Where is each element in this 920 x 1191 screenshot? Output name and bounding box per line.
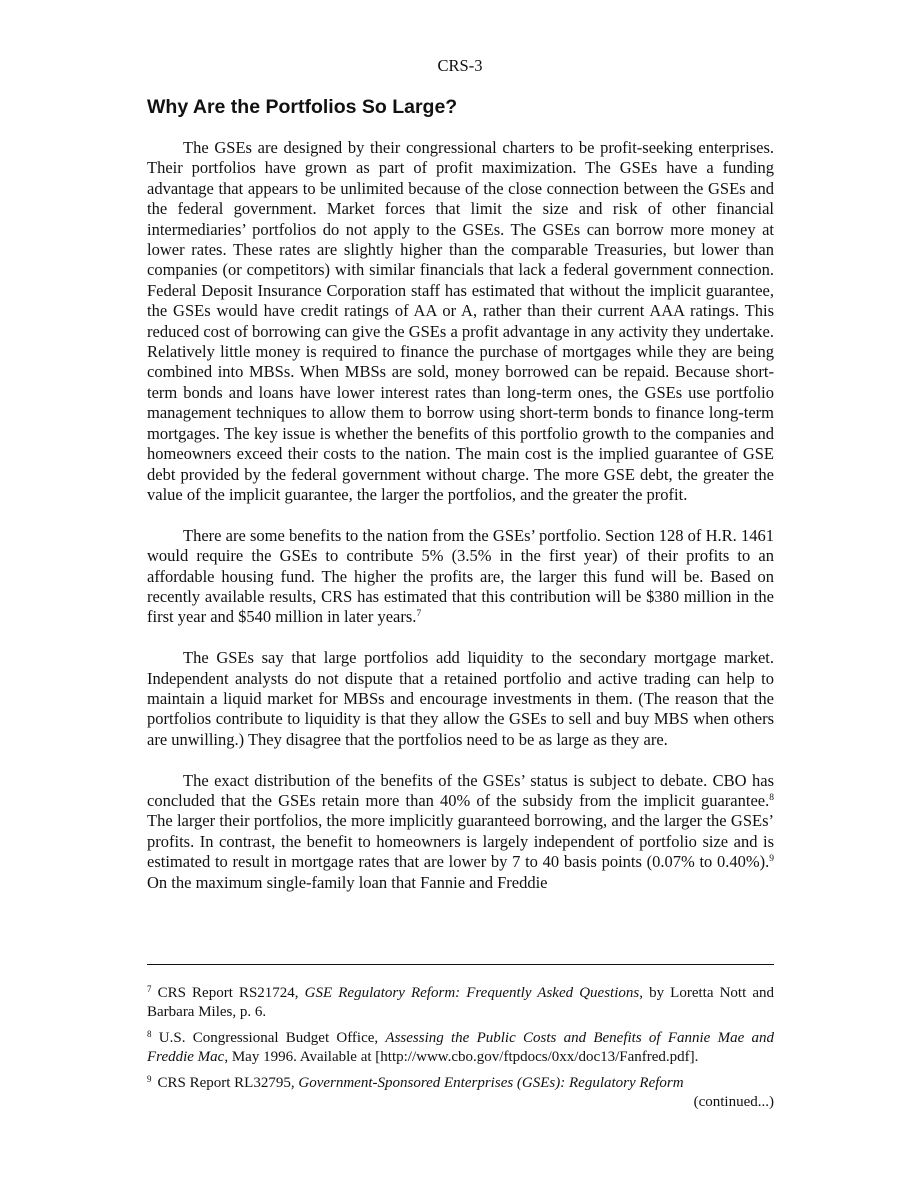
footnote-text: U.S. Congressional Budget Office,	[158, 1030, 386, 1046]
footnote-title: Government-Sponsored Enterprises (GSEs): Regulatory Reform	[298, 1075, 684, 1091]
footnote-7	[147, 984, 774, 1021]
footnote-title: Assessing the Public Costs and Benefits of Fannie Mae and Freddie Mac	[147, 1030, 774, 1065]
paragraph-1: The GSEs are designed by their congressional charters to be profit-seeking enterprises. Their portfolios have grown as part of profit maximization. The GSEs have a funding advantage that appears to be unlimited because of the close connection between the GSEs and the federal government. Market forces that limit the size and risk of other financial intermediaries’ portfolios do not apply to the GSEs. The GSEs can borrow more money at lower rates. These rates are slightly higher than the comparable Treasuries, but lower than companies (or competitors) with similar financials that lack a federal government connection. Federal Deposit Insurance Corporation staff has estimated that without the implicit guarantee, the GSEs would have credit ratings of AA or A, rather than their current AAA ratings. This reduced cost of borrowing can give the GSEs a profit advantage in any activity they undertake. Relatively little money is required to finance the purchase of mortgages while they are being combined into MBSs. When MBSs are sold, money borrowed can be repaid. Because short-term bonds and loans have lower interest rates than long-term ones, the GSEs use portfolio management techniques to allow them to borrow using short-term bonds to finance long-term mortgages. The key issue is whether the benefits of this portfolio growth to the companies and homeowners exceed their costs to the nation. The main cost is the implied guarantee of GSE debt provided by the federal government without charge. The more GSE debt, the greater the value of the implicit guarantee, the larger the portfolios, and the greater the profit.	[147, 138, 774, 504]
footnote-title: GSE Regulatory Reform: Frequently Asked Questions	[304, 985, 640, 1001]
section-heading: Why Are the Portfolios So Large?	[147, 96, 458, 118]
continued-note: (continued...)	[693, 1093, 774, 1110]
footnote-number: 7	[147, 984, 152, 994]
footnotes	[147, 984, 774, 1111]
paragraph-4-text-b: The larger their portfolios, the more implicitly guaranteed borrowing, and the larger the GSEs’ profits. In contrast, the benefit to homeowners is largely independent of portfolio size and is estimated to result in mortgage rates that are lower by 7 to 40 basis points (0.07% to 0.40%).	[147, 811, 774, 872]
paragraph-2	[147, 526, 774, 628]
paragraph-2-text: There are some benefits to the nation from the GSEs’ portfolio. Section 128 of H.R. 1461 would require the GSEs to contribute 5% (3.5% in the first year) of their profits to an affordable housing fund. The higher the profits are, the larger this fund will be. Based on recently available results, CRS has estimated that this contribution will be $380 million in the first year and $540 million in later years.	[147, 525, 774, 627]
paragraph-4-text-a: The exact distribution of the benefits of the GSEs’ status is subject to debate. CBO has concluded that the GSEs retain more than 40% of the subsidy from the implicit guarantee.	[147, 770, 774, 810]
footnote-divider	[147, 964, 774, 965]
footnote-number: 8	[147, 1029, 152, 1039]
footnote-text: , by Loretta Nott and Barbara Miles, p. 6.	[147, 985, 774, 1020]
footnote-text: , May 1996. Available at [http://www.cbo.gov/ftpdocs/0xx/doc13/Fanfred.pdf].	[224, 1048, 699, 1065]
footnote-8	[147, 1029, 774, 1066]
paragraph-3: The GSEs say that large portfolios add liquidity to the secondary mortgage market. Independent analysts do not dispute that a retained portfolio and active trading can help to maintain a liquid market for MBSs and encourage investments in them. (The reason that the portfolios contribute to liquidity is that they allow the GSEs to sell and buy MBS when others are unwilling.) They disagree that the portfolios need to be as large as they are.	[147, 648, 774, 749]
footnote-ref-7[interactable]: 7	[416, 609, 422, 620]
footnote-number: 9	[147, 1074, 152, 1084]
footnote-ref-8[interactable]: 8	[769, 792, 774, 803]
paragraph-4	[147, 771, 774, 893]
footnote-9	[147, 1074, 774, 1093]
footnote-text: CRS Report RL32795,	[157, 1075, 299, 1091]
footnote-text: CRS Report RS21724,	[157, 985, 305, 1001]
footnote-ref-9[interactable]: 9	[769, 854, 774, 865]
page-number: CRS-3	[437, 56, 483, 75]
paragraph-4-text-c: On the maximum single-family loan that Fannie and Freddie	[147, 872, 548, 892]
body-text	[147, 138, 774, 893]
